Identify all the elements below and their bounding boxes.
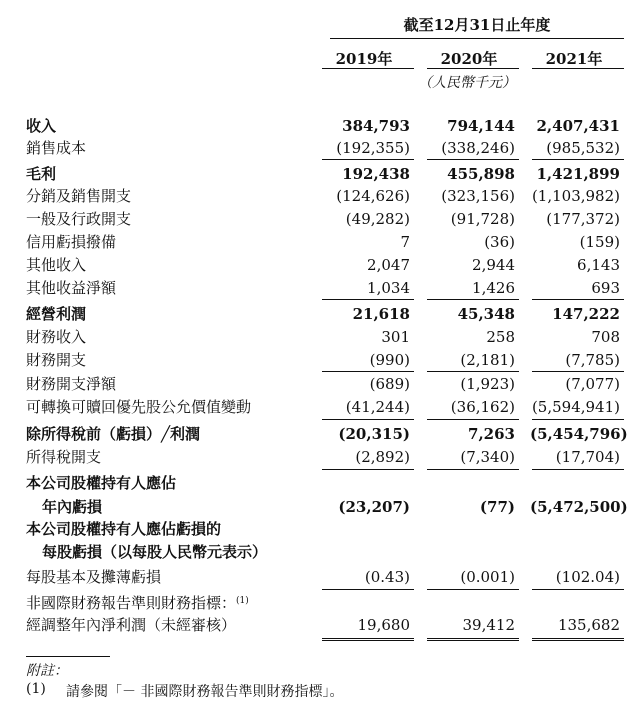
value-2021: (17,704) <box>555 448 620 466</box>
row-label: 可轉換可贖回優先股公允價值變動 <box>26 398 252 416</box>
value-2021: 135,682 <box>557 616 620 634</box>
value-2021: 147,222 <box>552 305 620 323</box>
value-2021: 6,143 <box>577 256 620 274</box>
value-2019: 7 <box>400 233 410 251</box>
footnote-marker: (1) <box>236 596 249 606</box>
value-2021: (5,594,941) <box>531 398 620 416</box>
value-2021: 708 <box>591 328 620 346</box>
subtotal-rule <box>322 419 414 420</box>
total-double-rule <box>322 638 414 644</box>
subtotal-rule <box>532 469 624 470</box>
row-label: 銷售成本 <box>26 139 87 157</box>
table-row <box>0 303 640 325</box>
total-double-rule <box>532 638 624 644</box>
value-2020: 1,426 <box>472 279 515 297</box>
table-row <box>0 614 640 636</box>
subtotal-rule <box>427 469 519 470</box>
value-2021: (159) <box>579 233 620 251</box>
subtotal-rule <box>322 299 414 300</box>
row-label: 財務開支 <box>26 351 87 369</box>
row-label: 經調整年內淨利潤（未經審核） <box>26 616 237 634</box>
subtotal-rule <box>532 419 624 420</box>
table-row <box>0 472 640 494</box>
value-2020: 7,263 <box>468 425 515 443</box>
table-row <box>0 137 640 159</box>
year-rule-2019 <box>322 68 414 69</box>
table-row <box>0 518 640 540</box>
unit-label: （人民幣千元） <box>418 75 516 91</box>
table-row <box>0 566 640 588</box>
total-double-rule <box>427 638 519 644</box>
value-2019: 21,618 <box>352 305 410 323</box>
value-2021: (7,077) <box>565 375 620 393</box>
value-2020: 45,348 <box>457 305 515 323</box>
table-row <box>0 231 640 253</box>
value-2019: 2,047 <box>367 256 410 274</box>
value-2020: (91,728) <box>450 210 515 228</box>
row-label: 本公司股權持有人應佔 <box>26 474 177 492</box>
subtotal-rule <box>532 589 624 590</box>
row-label: 一般及行政開支 <box>26 210 132 228</box>
value-2020: (36) <box>484 233 515 251</box>
subtotal-rule <box>532 371 624 372</box>
value-2020: 258 <box>486 328 515 346</box>
value-2021: (5,472,500) <box>530 498 628 516</box>
value-2020: 2,944 <box>472 256 515 274</box>
row-label: 信用虧損撥備 <box>26 233 117 251</box>
value-2020: (338,246) <box>441 139 515 157</box>
subtotal-rule <box>322 159 414 160</box>
value-2020: (36,162) <box>450 398 515 416</box>
subtotal-rule <box>427 589 519 590</box>
value-2021: (985,532) <box>546 139 620 157</box>
value-2019: (23,207) <box>338 498 410 516</box>
table-row <box>0 163 640 185</box>
table-row <box>0 208 640 230</box>
value-2019: (192,355) <box>336 139 410 157</box>
row-label: 所得稅開支 <box>26 448 102 466</box>
table-row <box>0 349 640 371</box>
table-row <box>0 185 640 207</box>
value-2019: 19,680 <box>357 616 410 634</box>
subtotal-rule <box>322 371 414 372</box>
subtotal-rule <box>322 469 414 470</box>
row-label: 分銷及銷售開支 <box>26 187 132 205</box>
period-header-rule <box>330 38 624 39</box>
row-label: 毛利 <box>26 165 57 183</box>
year-header-2019: 2019年 <box>335 50 393 68</box>
value-2019: (0.43) <box>364 568 410 586</box>
value-2019: 384,793 <box>342 117 410 135</box>
note-number: (1) <box>26 681 46 697</box>
value-2021: 1,421,899 <box>536 165 620 183</box>
value-2021: (7,785) <box>565 351 620 369</box>
value-2019: (2,892) <box>355 448 410 466</box>
value-2020: (0.001) <box>460 568 515 586</box>
table-row <box>0 115 640 137</box>
subtotal-rule <box>322 589 414 590</box>
year-header-2021: 2021年 <box>545 50 603 68</box>
value-2021: 693 <box>591 279 620 297</box>
notes-rule <box>26 656 110 657</box>
subtotal-rule <box>427 371 519 372</box>
subtotal-rule <box>427 419 519 420</box>
value-2020: (2,181) <box>460 351 515 369</box>
subtotal-rule <box>532 159 624 160</box>
row-label: 財務開支淨額 <box>26 375 117 393</box>
table-row <box>0 326 640 348</box>
subtotal-rule <box>532 299 624 300</box>
value-2020: (7,340) <box>460 448 515 466</box>
value-2019: (689) <box>369 375 410 393</box>
value-2020: (323,156) <box>441 187 515 205</box>
year-header-2020: 2020年 <box>440 50 498 68</box>
value-2019: 192,438 <box>342 165 410 183</box>
value-2020: (1,923) <box>460 375 515 393</box>
value-2021: (5,454,796) <box>530 425 628 443</box>
value-2021: (102.04) <box>555 568 620 586</box>
value-2020: 794,144 <box>447 117 515 135</box>
notes-title: 附註： <box>26 663 68 679</box>
row-label: 本公司股權持有人應佔虧損的 <box>26 520 222 538</box>
table-row <box>0 541 640 563</box>
row-label: 財務收入 <box>26 328 87 346</box>
value-2021: (177,372) <box>546 210 620 228</box>
row-label: 經營利潤 <box>26 305 87 323</box>
value-2019: 1,034 <box>367 279 410 297</box>
table-row <box>0 254 640 276</box>
value-2019: (124,626) <box>336 187 410 205</box>
table-row <box>0 423 640 445</box>
value-2020: 39,412 <box>462 616 515 634</box>
value-2019: (49,282) <box>345 210 410 228</box>
value-2019: (990) <box>369 351 410 369</box>
subtotal-rule <box>427 299 519 300</box>
note-text: 請參閱「－ 非國際財務報告準則財務指標」。 <box>66 684 344 700</box>
table-row <box>0 396 640 418</box>
row-label <box>26 592 249 614</box>
value-2020: 455,898 <box>447 165 515 183</box>
row-label: 每股虧損（以每股人民幣元表示） <box>42 543 268 561</box>
value-2019: (41,244) <box>345 398 410 416</box>
value-2019: 301 <box>381 328 410 346</box>
row-label: 每股基本及攤薄虧損 <box>26 568 162 586</box>
table-row <box>0 373 640 395</box>
value-2021: (1,103,982) <box>531 187 620 205</box>
table-row <box>0 277 640 299</box>
value-2020: (77) <box>479 498 515 516</box>
row-label: 除所得稅前（虧損）╱利潤 <box>26 425 201 443</box>
table-row <box>0 446 640 468</box>
row-label: 其他收入 <box>26 256 87 274</box>
year-rule-2020 <box>427 68 519 69</box>
year-rule-2021 <box>532 68 624 69</box>
row-label: 年內虧損 <box>42 498 103 516</box>
period-header: 截至12月31日止年度 <box>403 16 551 34</box>
row-label: 其他收益淨額 <box>26 279 117 297</box>
subtotal-rule <box>427 159 519 160</box>
value-2021: 2,407,431 <box>536 117 620 135</box>
value-2019: (20,315) <box>338 425 410 443</box>
table-row <box>0 592 640 614</box>
row-label-text: 非國際財務報告準則財務指標： <box>26 594 237 612</box>
row-label: 收入 <box>26 117 57 135</box>
table-row <box>0 496 640 518</box>
